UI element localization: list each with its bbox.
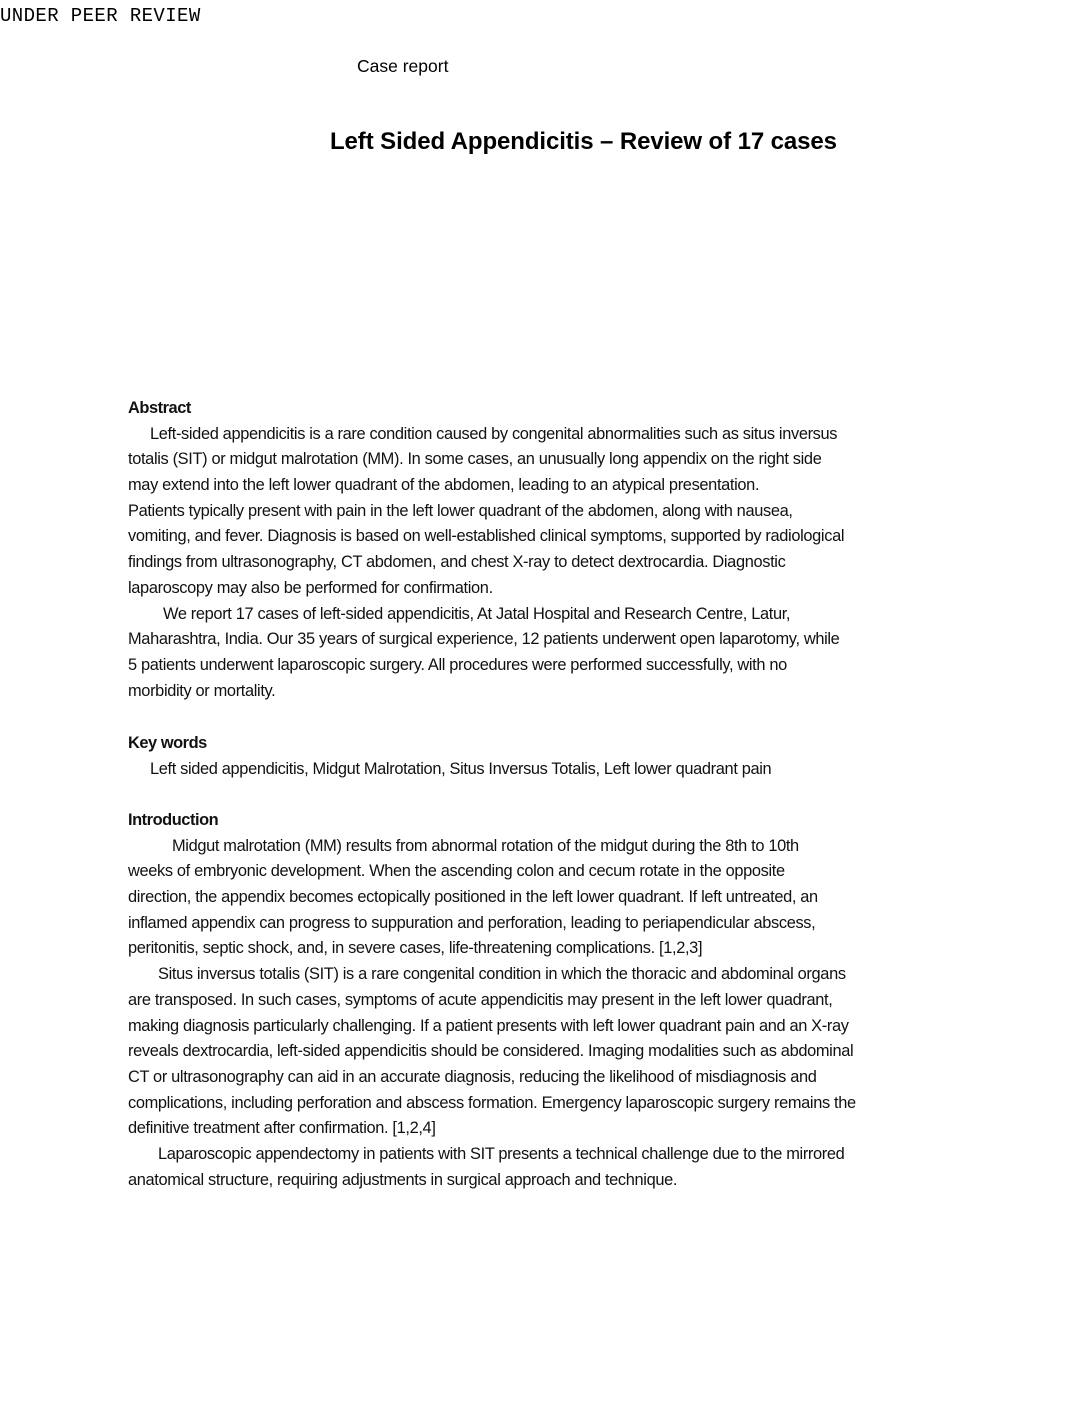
- paper-title: Left Sided Appendicitis – Review of 17 cases: [330, 128, 837, 155]
- abstract-line: We report 17 cases of left-sided appendicitis, At Jatal Hospital and Research Centre, Latur,: [163, 604, 791, 623]
- abstract-line: findings from ultrasonography, CT abdomen, and chest X-ray to detect dextrocardia. Diagnostic: [128, 553, 786, 572]
- keywords-section: [128, 731, 968, 782]
- abstract-line: laparoscopy may also be performed for confirmation.: [128, 578, 493, 597]
- introduction-line: Situs inversus totalis (SIT) is a rare congenital condition in which the thoracic and abdominal organs: [158, 965, 846, 984]
- introduction-line: CT or ultrasonography can aid in an accurate diagnosis, reducing the likelihood of misdiagnosis and: [128, 1067, 817, 1086]
- abstract-line: 5 patients underwent laparoscopic surgery. All procedures were performed successfully, with no: [128, 655, 787, 674]
- introduction-heading: Introduction: [128, 811, 219, 829]
- abstract-line: Patients typically present with pain in the left lower quadrant of the abdomen, along with nausea,: [128, 501, 793, 520]
- abstract-line: may extend into the left lower quadrant of the abdomen, leading to an atypical presentation.: [128, 476, 760, 495]
- abstract-line: Left-sided appendicitis is a rare condition caused by congenital abnormalities such as situs inversus: [150, 424, 838, 443]
- peer-review-watermark: UNDER PEER REVIEW: [0, 5, 201, 27]
- abstract-line: Maharashtra, India. Our 35 years of surgical experience, 12 patients underwent open laparotomy, while: [128, 630, 840, 649]
- introduction-line: definitive treatment after confirmation. [1,2,4]: [128, 1119, 436, 1138]
- introduction-line: complications, including perforation and abscess formation. Emergency laparoscopic surgery remains the: [128, 1093, 856, 1112]
- introduction-line: making diagnosis particularly challenging. If a patient presents with left lower quadrant pain and an X-ray: [128, 1016, 849, 1035]
- introduction-line: Laparoscopic appendectomy in patients with SIT presents a technical challenge due to the mirrored: [158, 1144, 845, 1163]
- introduction-section: [128, 808, 968, 1193]
- introduction-line: anatomical structure, requiring adjustments in surgical approach and technique.: [128, 1170, 678, 1189]
- introduction-line: direction, the appendix becomes ectopically positioned in the left lower quadrant. If left untreated, an: [128, 888, 818, 907]
- introduction-line: peritonitis, septic shock, and, in severe cases, life-threatening complications. [1,2,3]: [128, 939, 703, 958]
- abstract-line: morbidity or mortality.: [128, 681, 276, 700]
- introduction-line: reveals dextrocardia, left-sided appendicitis should be considered. Imaging modalities such as abdominal: [128, 1042, 854, 1061]
- introduction-line: inflamed appendix can progress to suppuration and perforation, leading to periapendicular abscess,: [128, 913, 816, 932]
- introduction-line: weeks of embryonic development. When the ascending colon and cecum rotate in the opposite: [128, 862, 785, 881]
- abstract-heading: Abstract: [128, 399, 191, 417]
- introduction-line: are transposed. In such cases, symptoms of acute appendicitis may present in the left lower quadrant,: [128, 990, 833, 1009]
- introduction-line: Midgut malrotation (MM) results from abnormal rotation of the midgut during the 8th to 10th: [172, 836, 799, 855]
- abstract-line: totalis (SIT) or midgut malrotation (MM). In some cases, an unusually long appendix on the right side: [128, 450, 822, 469]
- abstract-section: [128, 396, 968, 704]
- article-type-label: Case report: [357, 56, 449, 76]
- keywords-text: Left sided appendicitis, Midgut Malrotation, Situs Inversus Totalis, Left lower quadrant pain: [150, 759, 772, 778]
- abstract-line: vomiting, and fever. Diagnosis is based on well-established clinical symptoms, supported by radiological: [128, 527, 845, 546]
- keywords-heading: Key words: [128, 734, 207, 752]
